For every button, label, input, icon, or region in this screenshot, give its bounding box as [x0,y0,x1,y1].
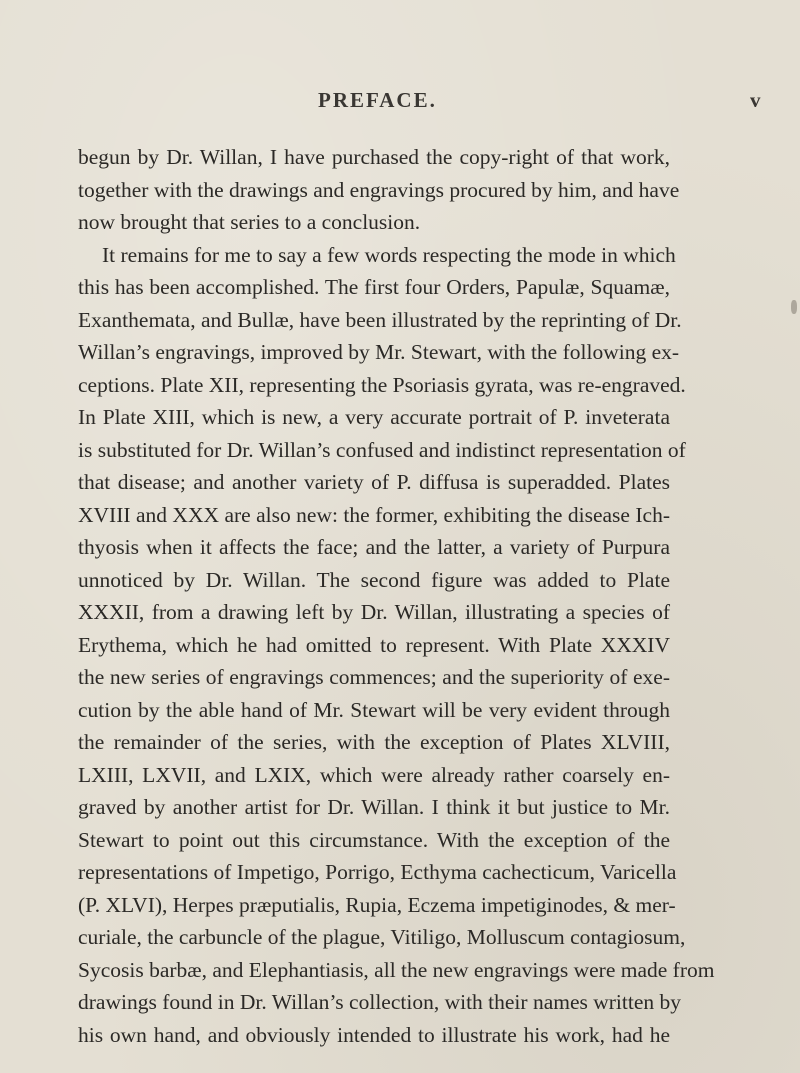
text-line: the new series of engravings commences; and the superiority of exe- [78,665,670,689]
text-line: is substituted for Dr. Willan’s confused and indistinct representation of [78,437,686,462]
text-line: Stewart to point out this circumstance. With the exception of the [78,827,670,852]
text-line: thyosis when it affects the face; and the latter, a variety of Purpura [78,535,670,559]
ink-speck [791,300,797,314]
page-number: v [750,88,761,112]
text-line: curiale, the carbuncle of the plague, Vitiligo, Molluscum contagiosum, [78,925,686,949]
text-line: representations of Impetigo, Porrigo, Ecthyma cachecticum, Varicella [78,860,677,884]
text-line: LXIII, LXVII, and LXIX, which were already rather coarsely en- [78,762,670,787]
text-line: In Plate XIII, which is new, a very accurate portrait of P. inveterata [78,405,670,429]
text-line: his own hand, and obviously intended to illustrate his work, had he [78,1022,670,1047]
text-line: now brought that series to a conclusion. [78,210,421,234]
running-title: PREFACE. [318,88,437,112]
text-line: Exanthemata, and Bullæ, have been illustrated by the reprinting of Dr. [78,307,682,332]
text-line: this has been accomplished. The first four Orders, Papulæ, Squamæ, [78,275,670,299]
text-line: begun by Dr. Willan, I have purchased the copy-right of that work, [78,145,670,169]
text-line: that disease; and another variety of P. diffusa is superadded. Plates [78,470,670,494]
running-head [0,88,800,118]
text-line: It remains for me to say a few words respecting the mode in which [102,242,676,267]
text-line: drawings found in Dr. Willan’s collection, with their names written by [78,990,682,1014]
text-line: XVIII and XXX are also new: the former, exhibiting the disease Ich- [78,502,670,527]
text-line: cution by the able hand of Mr. Stewart will be very evident through [78,697,670,722]
text-line: Erythema, which he had omitted to represent. With Plate XXXIV [78,632,670,657]
text-line: Willan’s engravings, improved by Mr. Stewart, with the following ex- [78,340,680,364]
text-line: graved by another artist for Dr. Willan. I think it but justice to Mr. [78,795,670,819]
text-line: together with the drawings and engravings procured by him, and have [78,177,680,202]
text-line: unnoticed by Dr. Willan. The second figure was added to Plate [78,567,670,592]
text-line: the remainder of the series, with the exception of Plates XLVIII, [78,730,670,754]
text-line: (P. XLVI), Herpes præputialis, Rupia, Eczema impetiginodes, & mer- [78,892,676,917]
text-line: XXXII, from a drawing left by Dr. Willan, illustrating a species of [78,600,670,624]
text-line: ceptions. Plate XII, representing the Psoriasis gyrata, was re-engraved. [78,372,686,397]
text-line: Sycosis barbæ, and Elephantiasis, all the new engravings were made from [78,957,715,982]
